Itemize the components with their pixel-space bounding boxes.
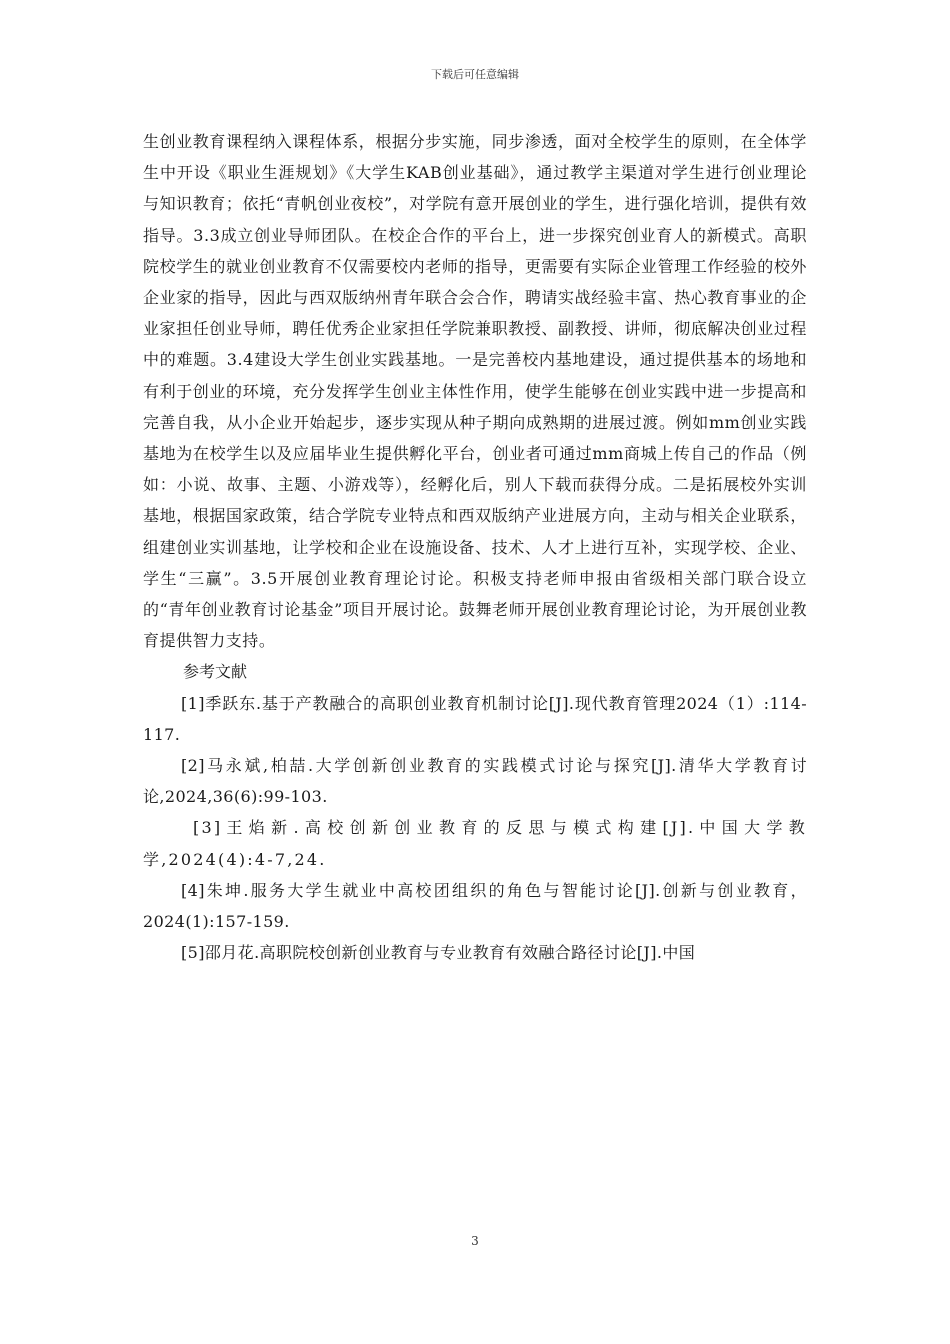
body-paragraph: 生创业教育课程纳入课程体系，根据分步实施，同步渗透，面对全校学生的原则，在全体学生中开设《职业生涯规划》《大学生KAB创业基础》，通过教学主渠道对学生进行创业理论与知识教育；依托“青帆创业夜校”，对学院有意开展创业的学生，进行强化培训，提供有效指导。3.3成立创业导师团队。在校企合作的平台上，进一步探究创业育人的新模式。高职院校学生的就业创业教育不仅需要校内老师的指导，更需要有实际企业管理工作经验的校外企业家的指导，因此与西双版纳州青年联合会合作，聘请实战经验丰富、热心教育事业的企业家担任创业导师，聘任优秀企业家担任学院兼职教授、副教授、讲师，彻底解决创业过程中的难题。3.4建设大学生创业实践基地。一是完善校内基地建设，通过提供基本的场地和有利于创业的环境，充分发挥学生创业主体性作用，使学生能够在创业实践中进一步提高和完善自我，从小企业开始起步，逐步实现从种子期向成熟期的进展过渡。例如mm创业实践基地为在校学生以及应届毕业生提供孵化平台，创业者可通过mm商城上传自己的作品（例如：小说、故事、主题、小游戏等），经孵化后，别人下载而获得分成。二是拓展校外实训基地，根据国家政策，结合学院专业特点和西双版纳产业进展方向，主动与相关企业联系，组建创业实训基地，让学校和企业在设施设备、技术、人才上进行互补，实现学校、企业、学生“三赢”。3.5开展创业教育理论讨论。积极支持老师申报由省级相关部门联合设立的“青年创业教育讨论基金”项目开展讨论。鼓舞老师开展创业教育理论讨论，为开展创业教育提供智力支持。 [143,132,807,651]
references-title: 参考文献 [183,662,248,682]
reference-item-5: [5]邵月花.高职院校创新创业教育与专业教育有效融合路径讨论[J].中国 [181,943,696,963]
reference-item-4: [4]朱坤.服务大学生就业中高校团组织的角色与智能讨论[J].创新与创业教育，2024(1):157-159. [143,880,807,932]
page-number: 3 [471,1234,479,1248]
page-header-note: 下载后可任意编辑 [431,68,519,81]
reference-item-3: [3]王焰新.高校创新创业教育的反思与模式构建[J].中国大学教学,2024(4):4-7,24. [143,818,807,869]
reference-item-2: [2]马永斌,柏喆.大学创新创业教育的实践模式讨论与探究[J].清华大学教育讨论,2024,36(6):99-103. [143,756,807,807]
reference-item-1: [1]季跃东.基于产教融合的高职创业教育机制讨论[J].现代教育管理2024（1）:114-117. [143,693,807,744]
document-body [143,126,807,968]
